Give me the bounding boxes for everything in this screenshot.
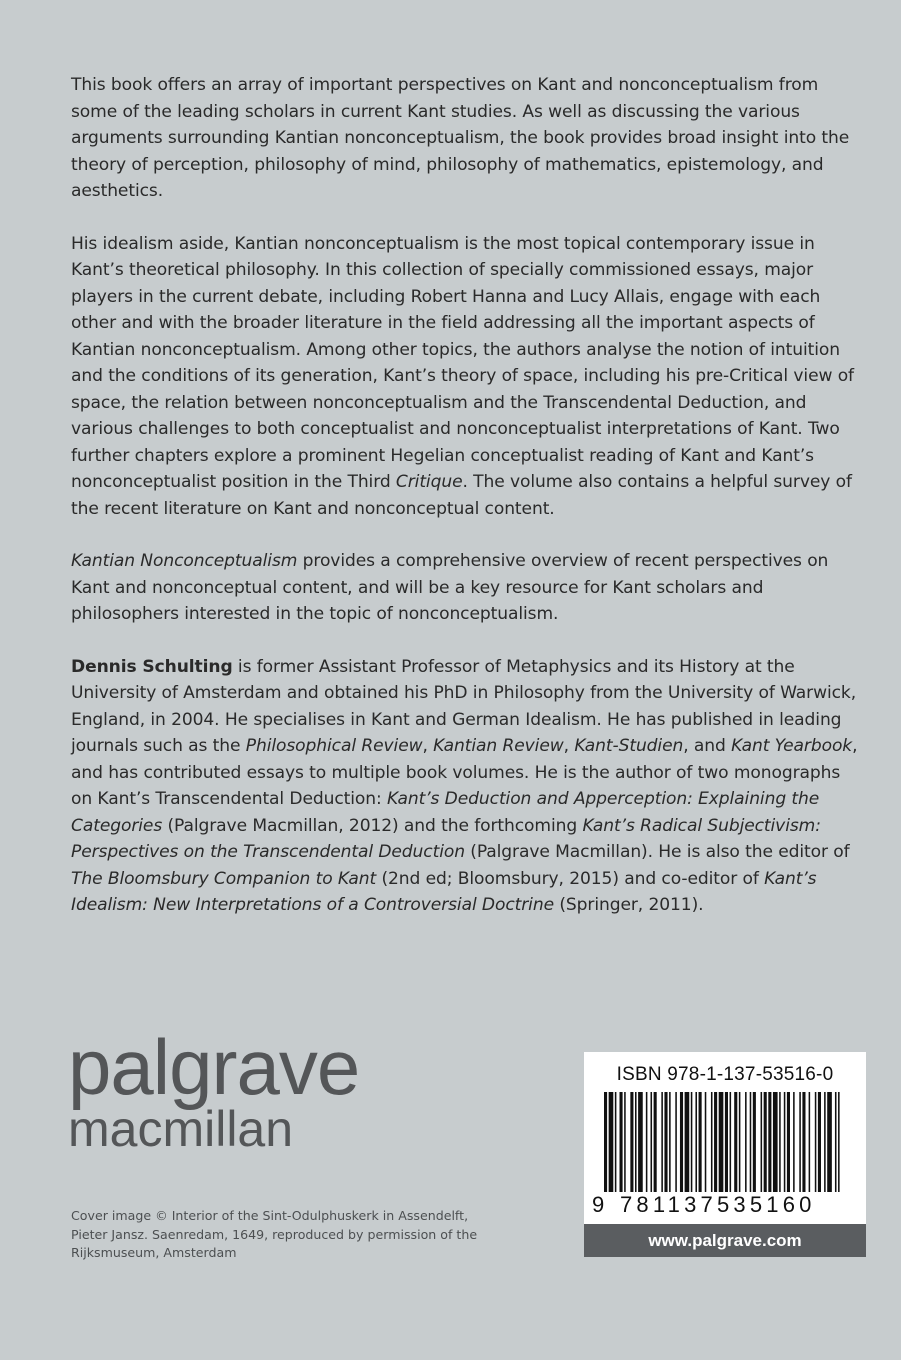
barcode-bar <box>661 1092 663 1192</box>
barcode-bar <box>695 1092 697 1192</box>
barcode-bars <box>604 1092 846 1194</box>
isbn-text: ISBN 978-1-137-53516-0 <box>616 1064 834 1085</box>
barcode-bar <box>638 1092 643 1192</box>
barcode-bar <box>664 1092 667 1192</box>
barcode-bar <box>827 1092 832 1192</box>
barcode-bar <box>711 1092 713 1192</box>
credit-line-1: Cover image © Interior of the Sint-Odulphuskerk in Assendelft, <box>71 1208 469 1223</box>
barcode-panel <box>584 1052 866 1224</box>
edited-volume-1: The Bloomsbury Companion to Kant <box>71 868 377 889</box>
bio-text-1: is former Assistant Professor of Metaphysics and its History at the University of Amsterdam and obtained his PhD in Philosophy from the University of Warwick, England, in 2004. He specialises in Kant and German Idealism. He has published in leading journals such as the <box>71 656 857 756</box>
bio-text-6: (Springer, 2011). <box>553 895 704 915</box>
barcode-bar <box>745 1092 747 1192</box>
barcode-bar <box>719 1092 724 1192</box>
sep-1: , <box>422 736 434 756</box>
barcode-bar <box>675 1092 677 1192</box>
author-name: Dennis Schulting <box>71 656 233 677</box>
author-bio <box>71 654 861 919</box>
barcode-bar <box>793 1092 795 1192</box>
bio-text-2: , and has contributed essays to multiple book volumes. He is the author of two monographs on Kant’s Transcendental Deduction: <box>71 736 858 809</box>
barcode-bar <box>773 1092 778 1192</box>
barcode-bar <box>615 1092 617 1192</box>
back-cover-blurb <box>71 72 861 919</box>
journal-2: Kantian Review <box>433 736 564 756</box>
barcode-bar <box>787 1092 790 1192</box>
bio-text-5: (2nd ed; Bloomsbury, 2015) and co-editor of <box>376 868 765 889</box>
p2-text-a: His idealism aside, Kantian nonconceptualism is the most topical contemporary issue in Kant’s theoretical philosophy. In this collection of specially commissioned essays, major players in the current debate, including Robert Hanna and Lucy Allais, engage with each other and with the broader literature in the field addressing all the important aspects of Kantian nonconceptualism. Among other topics, the authors analyse the notion of intuition and the conditions of its generation, Kant’s theory of space, including his pre-Critical view of space, the relation between nonconceptualism and the Transcendental Deduction, and various challenges to both conceptualist and nonconceptualist interpretations of Kant. Two further chapters explore a prominent Hegelian conceptualist reading of Kant and Kant’s nonconceptualist position in the Third <box>71 233 854 492</box>
sep-2: , <box>563 736 575 756</box>
barcode-bar <box>651 1092 653 1192</box>
barcode-bar <box>730 1092 732 1192</box>
barcode-bar <box>725 1092 728 1192</box>
barcode-bar <box>646 1092 648 1192</box>
publisher-logo <box>68 1023 360 1157</box>
p3-text: provides a comprehensive overview of recent perspectives on Kant and nonconceptual content, and will be a key resource for Kant scholars and philosophers interested in the topic of nonconceptualism. <box>71 551 829 624</box>
barcode-bar <box>784 1092 786 1192</box>
barcode-bar <box>779 1092 781 1192</box>
barcode-bar <box>630 1092 633 1192</box>
publisher-url: www.palgrave.com <box>584 1224 866 1257</box>
logo-line-palgrave: palgrave <box>68 1023 360 1111</box>
barcode-bar <box>739 1092 741 1192</box>
bio-text-4: (Palgrave Macmillan). He is also the editor of <box>464 842 850 862</box>
barcode-bar <box>809 1092 811 1192</box>
blurb-paragraph-2 <box>71 231 861 523</box>
barcode-bar <box>824 1092 826 1192</box>
barcode-bar <box>624 1092 626 1192</box>
barcode-first-digit: 9 <box>592 1192 605 1217</box>
barcode-bar <box>604 1092 607 1192</box>
edited-volume-2: Kant’s Idealism: New Interpretations of a Controversial Doctrine <box>71 868 817 915</box>
barcode-bar <box>654 1092 657 1192</box>
blurb-paragraph-1: This book offers an array of important perspectives on Kant and nonconceptualism from some of the leading scholars in current Kant studies. As well as discussing the various arguments surrounding Kantian nonconceptualism, the book provides broad insight into the theory of perception, philosophy of mind, philosophy of mathematics, epistemology, and aesthetics. <box>71 75 850 201</box>
barcode-bar <box>680 1092 683 1192</box>
barcode-bar <box>815 1092 817 1192</box>
barcode-bar <box>685 1092 690 1192</box>
journal-4: Kant Yearbook <box>731 736 853 756</box>
p2-text-b: . The volume also contains a helpful survey of the recent literature on Kant and nonconceptual content. <box>71 472 852 519</box>
barcode-bar <box>691 1092 693 1192</box>
journal-1: Philosophical Review <box>245 736 423 756</box>
barcode-bar <box>635 1092 637 1192</box>
barcode-bar <box>705 1092 707 1192</box>
barcode-bar <box>753 1092 756 1192</box>
monograph-1: Kant’s Deduction and Apperception: Explaining the Categories <box>71 789 820 836</box>
barcode-bar <box>699 1092 702 1192</box>
barcode-bar <box>734 1092 737 1192</box>
monograph-2: Kant’s Radical Subjectivism: Perspectives on the Transcendental Deduction <box>71 815 821 862</box>
barcode-digits-rest: 781137535160 <box>620 1192 816 1217</box>
barcode-bar <box>818 1092 821 1192</box>
barcode-bar <box>799 1092 801 1192</box>
barcode-bar <box>669 1092 671 1192</box>
journal-3: Kant-Studien <box>574 736 684 756</box>
book-title: Kantian Nonconceptualism <box>71 551 298 571</box>
logo-line-macmillan: macmillan <box>68 1101 294 1157</box>
barcode-bar <box>620 1092 623 1192</box>
critique-title: Critique <box>395 472 463 492</box>
barcode-bar <box>750 1092 752 1192</box>
credit-line-2: Pieter Jansz. Saenredam, 1649, reproduced by permission of the <box>71 1226 478 1242</box>
barcode-bar <box>838 1092 840 1192</box>
credit-line-3: Rijksmuseum, Amsterdam <box>71 1245 237 1260</box>
isbn-barcode-block <box>584 1052 866 1257</box>
barcode-bar <box>714 1092 717 1192</box>
cover-image-credit <box>71 1207 491 1263</box>
barcode-bar <box>768 1092 771 1192</box>
barcode-bar <box>764 1092 767 1192</box>
barcode-bar <box>761 1092 763 1192</box>
barcode-bar <box>835 1092 837 1192</box>
bio-text-3: (Palgrave Macmillan, 2012) and the forthcoming <box>162 815 583 836</box>
sep-3: , and <box>683 736 732 756</box>
blurb-paragraph-3 <box>71 548 861 628</box>
barcode-bar <box>802 1092 805 1192</box>
barcode-bar <box>609 1092 614 1192</box>
